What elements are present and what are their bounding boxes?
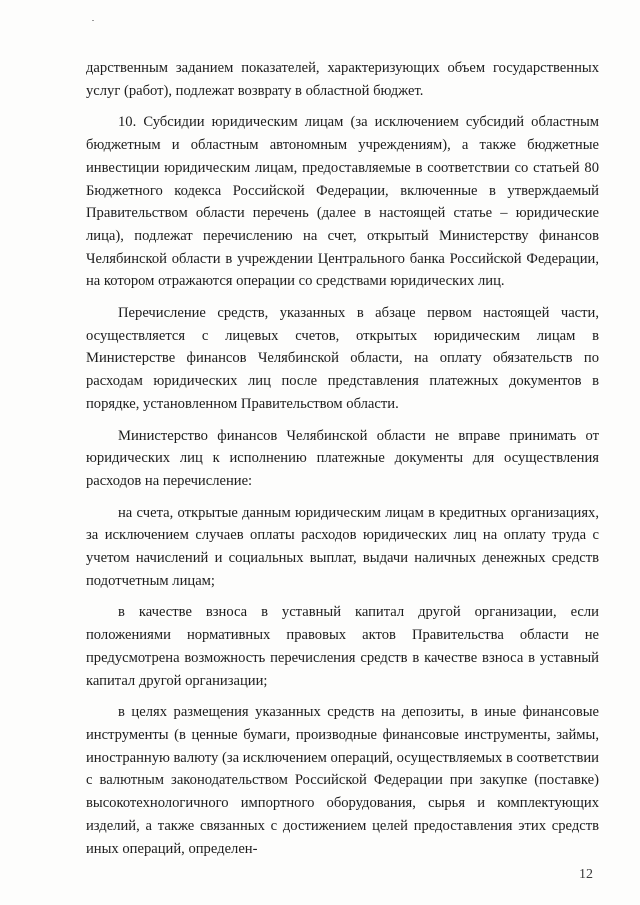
scan-speck xyxy=(92,20,94,21)
paragraph-item-10: 10. Субсидии юридическим лицам (за исключением субсидий областным бюджетным и областным автономным учреждениям), а также бюджетные инвестиции юридическим лицам, предоставляемые в соответствии со статьей 80 Бюджетного кодекса Российской Федерации, включенные в утверждаемый Правительством области перечень (далее в настоящей статье – юридические лица), подлежат перечислению на счет, открытый Министерству финансов Челябинской области в учреждении Центрального банка Российской Федерации, на котором отражаются операции со средствами юридических лиц. xyxy=(86,114,599,290)
paragraph-transfer-of-funds: Перечисление средств, указанных в абзаце первом настоящей части, осуществляется с лицевых счетов, открытых юридическим лицам в Министерстве финансов Челябинской области, на оплату обязательств по расходам юридических лиц после представления платежных документов в порядке, установленном Правительством области. xyxy=(86,305,599,412)
list-item-charter-capital: в качестве взноса в уставный капитал другой организации, если положениями нормативных правовых актов Правительства области не предусмотрена возможность перечисления средств в качестве взноса в уставный капитал другой организации; xyxy=(86,604,599,689)
document-body xyxy=(86,57,599,869)
list-item-bank-accounts: на счета, открытые данным юридическим лицам в кредитных организациях, за исключением случаев оплаты расходов юридических лиц на оплату труда с учетом начислений и социальных выплат, выдачи наличных денежных средств подотчетным лицам; xyxy=(86,504,599,589)
page-number: 12 xyxy=(579,867,593,882)
paragraph-continuation: дарственным заданием показателей, характеризующих объем государственных услуг (работ), подлежат возврату в областной бюджет. xyxy=(86,60,599,99)
list-item-deposits: в целях размещения указанных средств на депозиты, в иные финансовые инструменты (в ценные бумаги, производные финансовые инструменты, займы, иностранную валюту (за исключением операций, осуществляемых в соответствии с валютным законодательством Российской Федерации при закупке (поставке) высокотехнологичного импортного оборудования, сырья и комплектующих изделий, а также связанных с достижением целей предоставления этих средств иных операций, определен- xyxy=(86,704,599,857)
paragraph-ministry-restrictions: Министерство финансов Челябинской области не вправе принимать от юридических лиц к исполнению платежные документы для осуществления расходов на перечисление: xyxy=(86,427,599,489)
